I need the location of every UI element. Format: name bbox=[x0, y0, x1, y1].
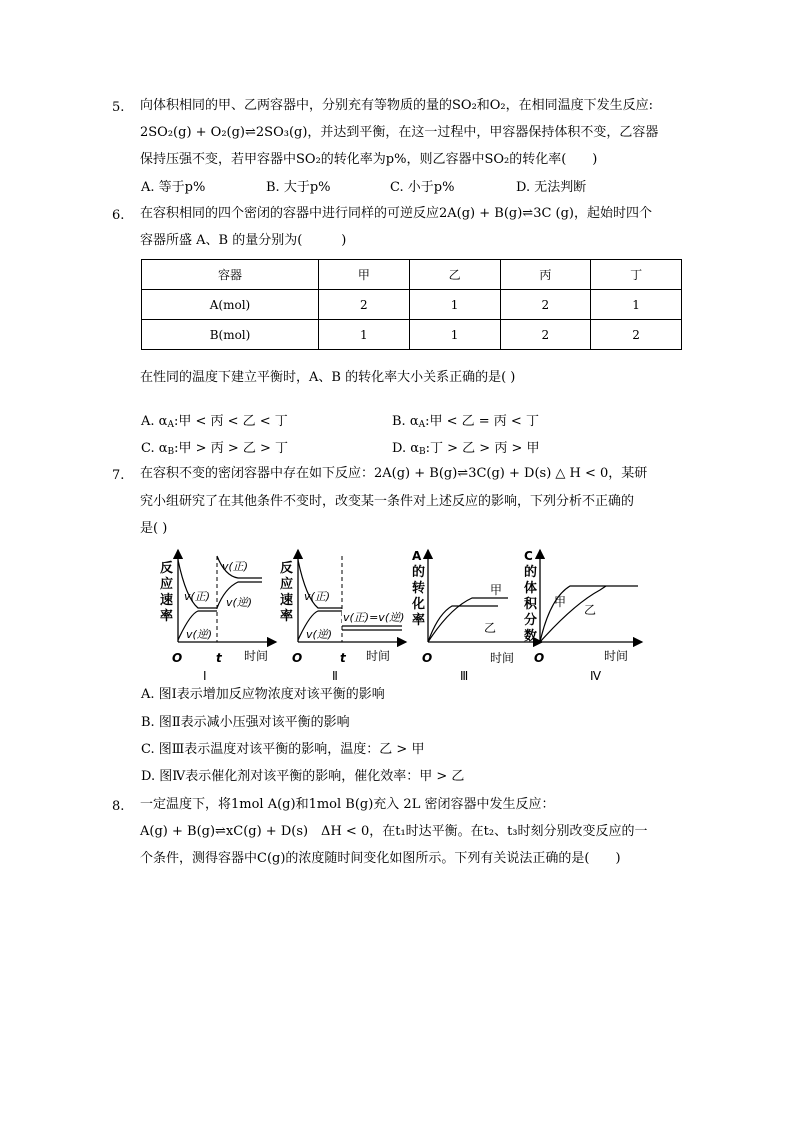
graph-4-yi-curve bbox=[540, 586, 606, 642]
table-cell: 2 bbox=[319, 290, 410, 320]
graph-1-reverse-label-after: v(逆) bbox=[226, 596, 253, 609]
q7-option-d: D. 图Ⅳ表示催化剂对该平衡的影响，催化效率：甲 > 乙 bbox=[141, 769, 465, 784]
graph-4-yi-label: 乙 bbox=[584, 603, 597, 617]
graph-4 bbox=[524, 549, 642, 683]
graph-2-ylabel-3: 速 bbox=[280, 593, 294, 608]
graph-2-origin: O bbox=[292, 651, 303, 665]
graph-4-ylabel-3: 体 bbox=[524, 581, 538, 596]
question-number-8: 8. bbox=[112, 799, 125, 814]
graph-3-jia-label: 甲 bbox=[490, 583, 503, 597]
table-header-cell: 乙 bbox=[409, 260, 500, 290]
q8-stem-line-3: 个条件，测得容器中C(g)的浓度随时间变化如图所示。下列有关说法正确的是( ) bbox=[140, 851, 621, 866]
graph-1-roman: Ⅰ bbox=[203, 669, 207, 683]
q6-option-a-prefix: A. α bbox=[141, 414, 168, 429]
graph-2-ylabel-4: 率 bbox=[280, 609, 294, 624]
graph-2-ylabel-1: 反 bbox=[280, 561, 294, 576]
table-cell: A(mol) bbox=[142, 290, 319, 320]
graph-2-reverse-label: v(逆) bbox=[306, 628, 333, 641]
q6-option-b-subscript: A bbox=[418, 420, 426, 430]
graph-2-equal-label: v(正)=v(逆) bbox=[343, 611, 405, 624]
q5-stem-line-3: 保持压强不变，若甲容器中SO₂的转化率为p%，则乙容器中SO₂的转化率( ) bbox=[140, 152, 598, 167]
q6-option-a bbox=[141, 413, 288, 434]
graph-4-xlabel: 时间 bbox=[604, 649, 629, 663]
q6-option-d-subscript: B bbox=[419, 447, 426, 457]
graph-1-origin: O bbox=[172, 651, 183, 665]
graph-4-ylabel-5: 分 bbox=[524, 613, 538, 628]
q6-option-a-relation: :甲 < 丙 < 乙 < 丁 bbox=[173, 414, 288, 429]
graph-3-roman: Ⅲ bbox=[460, 669, 469, 683]
question-number-6: 6. bbox=[112, 208, 125, 223]
table-row bbox=[142, 320, 682, 350]
graph-3-ylabel-3: 转 bbox=[412, 581, 426, 596]
q6-table bbox=[141, 259, 682, 350]
q7-stem-line-3: 是( ) bbox=[140, 521, 168, 536]
graph-2-roman: Ⅱ bbox=[332, 669, 338, 683]
table-cell: 2 bbox=[500, 290, 591, 320]
graph-1-ylabel-4: 率 bbox=[160, 609, 174, 624]
q7-option-b: B. 图Ⅱ表示减小压强对该平衡的影响 bbox=[141, 715, 350, 730]
graph-4-ylabel-2: 的 bbox=[524, 565, 538, 580]
table-header-cell: 甲 bbox=[319, 260, 410, 290]
graph-2 bbox=[280, 550, 406, 683]
q6-option-b bbox=[392, 413, 539, 434]
q6-option-c bbox=[141, 440, 288, 461]
graph-1-forward-label: v(正) bbox=[184, 590, 211, 603]
graph-2-t-label: t bbox=[340, 651, 346, 665]
q6-option-b-relation: :甲 < 乙 = 丙 < 丁 bbox=[425, 414, 539, 429]
q7-stem-line-1: 在容积不变的密闭容器中存在如下反应：2A(g) + B(g)⇌3C(g) + D(s) △ H < 0，某研 bbox=[140, 466, 648, 481]
graph-4-ylabel-4: 积 bbox=[524, 597, 538, 612]
q7-figure bbox=[150, 548, 650, 688]
table-cell: 1 bbox=[319, 320, 410, 350]
graph-3-yi-label: 乙 bbox=[484, 621, 497, 635]
graph-3-ylabel-4: 化 bbox=[412, 597, 426, 612]
graph-3-ylabel-2: 的 bbox=[412, 565, 426, 580]
q6-option-d bbox=[392, 440, 540, 461]
question-number-5: 5. bbox=[112, 100, 125, 115]
q7-stem-line-2: 究小组研究了在其他条件不变时，改变某一条件对上述反应的影响，下列分析不正确的 bbox=[140, 494, 635, 509]
q8-stem-line-1: 一定温度下，将1mol A(g)和1mol B(g)充入 2L 密闭容器中发生反应： bbox=[140, 797, 555, 812]
graph-3-ylabel-5: 率 bbox=[412, 613, 426, 628]
q5-option-c: C. 小于p% bbox=[390, 180, 455, 195]
q6-option-c-prefix: C. α bbox=[141, 441, 168, 456]
q6-option-b-prefix: B. α bbox=[392, 414, 419, 429]
graph-1-ylabel-1: 反 bbox=[160, 561, 174, 576]
q5-stem-line-2: 2SO₂(g) + O₂(g)⇌2SO₃(g)，并达到平衡，在这一过程中，甲容器保持体积不变，乙容器 bbox=[140, 125, 659, 140]
question-number-7: 7. bbox=[112, 468, 125, 483]
q6-stem-line-1: 在容积相同的四个密闭的容器中进行同样的可逆反应2A(g) + B(g)⇌3C (g)，起始时四个 bbox=[140, 206, 653, 221]
graph-1-forward-label-after: v(正) bbox=[222, 560, 249, 573]
graph-1-ylabel-2: 应 bbox=[160, 577, 174, 592]
q6-option-d-prefix: D. α bbox=[392, 441, 420, 456]
q6-stem-line-2: 容器所盛 A、B 的量分别为( ) bbox=[140, 233, 347, 248]
graph-2-ylabel-2: 应 bbox=[280, 577, 294, 592]
graph-3 bbox=[411, 549, 545, 683]
graph-2-xlabel: 时间 bbox=[366, 649, 391, 663]
table-row bbox=[142, 290, 682, 320]
q5-option-a: A. 等于p% bbox=[141, 180, 206, 195]
table-cell: 1 bbox=[409, 290, 500, 320]
table-cell: 2 bbox=[500, 320, 591, 350]
graph-1-reverse-label: v(逆) bbox=[186, 628, 213, 641]
table-cell: 1 bbox=[409, 320, 500, 350]
table-cell: B(mol) bbox=[142, 320, 319, 350]
graph-3-xlabel: 时间 bbox=[490, 651, 515, 665]
graph-1-ylabel-3: 速 bbox=[160, 593, 174, 608]
graph-4-origin: O bbox=[534, 651, 545, 665]
graph-1-t-label: t bbox=[216, 651, 222, 665]
q6-option-c-relation: :甲 > 丙 > 乙 > 丁 bbox=[174, 441, 289, 456]
table-header-row bbox=[142, 260, 682, 290]
q6-question: 在性同的温度下建立平衡时，A、B 的转化率大小关系正确的是( ) bbox=[140, 370, 516, 385]
graph-1 bbox=[160, 550, 276, 683]
graph-3-ylabel-1: A bbox=[412, 549, 422, 563]
graph-2-forward-label: v(正) bbox=[304, 590, 331, 603]
graph-4-roman: Ⅳ bbox=[590, 669, 602, 683]
q6-option-c-subscript: B bbox=[167, 447, 175, 457]
q7-option-a: A. 图Ⅰ表示增加反应物浓度对该平衡的影响 bbox=[141, 687, 385, 702]
table-cell: 2 bbox=[591, 320, 682, 350]
q7-option-c: C. 图Ⅲ表示温度对该平衡的影响，温度：乙 > 甲 bbox=[141, 742, 425, 757]
table-header-cell: 丁 bbox=[591, 260, 682, 290]
graph-4-ylabel-1: C bbox=[524, 549, 533, 563]
graph-4-ylabel-6: 数 bbox=[524, 629, 538, 644]
table-cell: 1 bbox=[591, 290, 682, 320]
q5-option-d: D. 无法判断 bbox=[516, 180, 587, 195]
table-header-cell: 容器 bbox=[142, 260, 319, 290]
graph-1-xlabel: 时间 bbox=[244, 649, 269, 663]
q5-option-b: B. 大于p% bbox=[266, 180, 331, 195]
q6-option-a-subscript: A bbox=[167, 420, 174, 430]
q6-option-d-relation: :丁 > 乙 > 丙 > 甲 bbox=[425, 441, 540, 456]
graph-3-jia-curve bbox=[428, 598, 508, 642]
q8-stem-line-2: A(g) + B(g)⇌xC(g) + D(s) ΔH < 0，在t₁时达平衡。在t₂、t₃时刻分别改变反应的一 bbox=[140, 824, 648, 839]
table-header-cell: 丙 bbox=[500, 260, 591, 290]
graph-4-jia-label: 甲 bbox=[554, 595, 567, 609]
graph-3-origin: O bbox=[422, 651, 433, 665]
q5-stem-line-1: 向体积相同的甲、乙两容器中，分别充有等物质的量的SO₂和O₂，在相同温度下发生反应: bbox=[140, 98, 654, 113]
